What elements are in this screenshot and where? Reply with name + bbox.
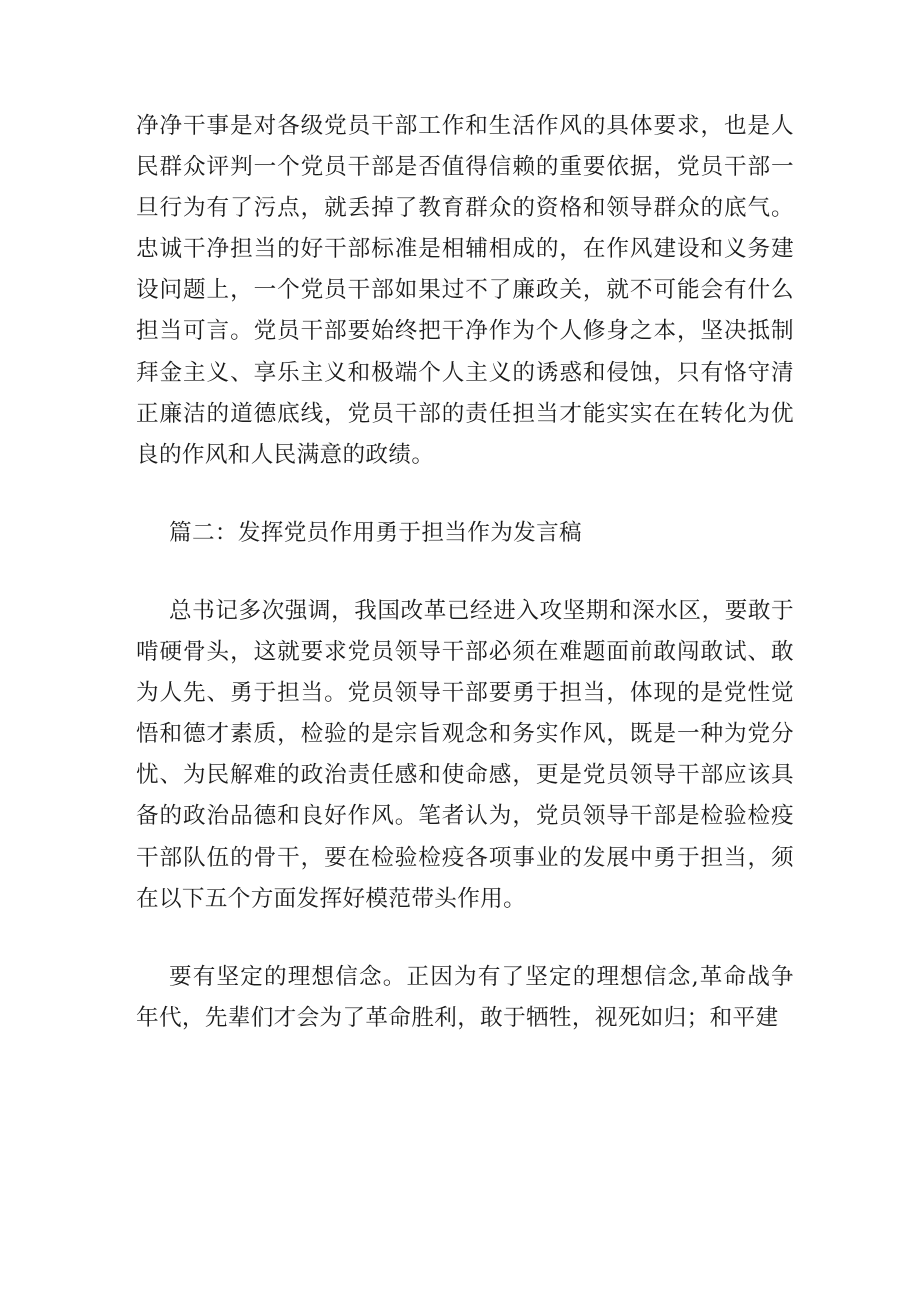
paragraph-integrity-requirements: 净净干事是对各级党员干部工作和生活作风的具体要求，也是人民群众评判一个党员干部是否值得信赖的重要依据，党员干部一旦行为有了污点，就丢掉了教育群众的资格和领导群众的底气。忠诚干净担当的好干部标准是相辅相成的，在作风建设和义务建设问题上，一个党员干部如果过不了廉政关，就不可能会有什么担当可言。党员干部要始终把干净作为个人修身之本，坚决抵制拜金主义、享乐主义和极端个人主义的诱惑和侵蚀，只有恪守清正廉洁的道德底线，党员干部的责任担当才能实实在在转化为优良的作风和人民满意的政绩。 [136, 113, 794, 468]
document-body [136, 106, 794, 1039]
paragraph-firm-ideals-and-beliefs: 要有坚定的理想信念。正因为有了坚定的理想信念,革命战争年代，先辈们才会为了革命胜利，敢于牺牲，视死如归；和平建 [136, 963, 794, 1031]
section-heading-part-two: 篇二：发挥党员作用勇于担当作为发言稿 [169, 519, 582, 546]
paragraph-courage-to-take-responsibility: 总书记多次强调，我国改革已经进入攻坚期和深水区，要敢于啃硬骨头，这就要求党员领导干部必须在难题面前敢闯敢试、敢为人先、勇于担当。党员领导干部要勇于担当，体现的是党性觉悟和德才素质，检验的是宗旨观念和务实作风，既是一种为党分忧、为民解难的政治责任感和使命感，更是党员领导干部应该具备的政治品德和良好作风。笔者认为，党员领导干部是检验检疫干部队伍的骨干，要在检验检疫各项事业的发展中勇于担当，须在以下五个方面发挥好模范带头作用。 [136, 597, 794, 912]
